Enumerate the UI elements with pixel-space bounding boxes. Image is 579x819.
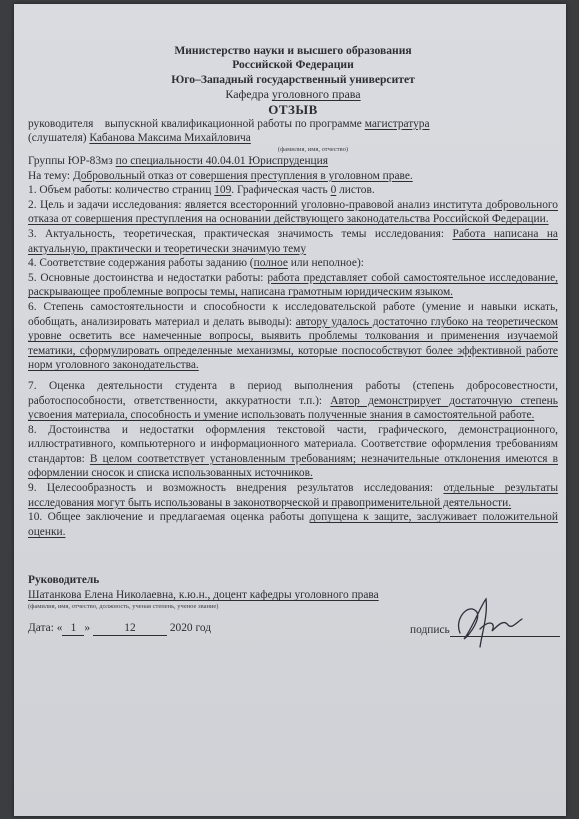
group-line	[28, 154, 558, 169]
item-2	[28, 198, 558, 227]
student-line	[28, 131, 558, 146]
item-6	[28, 300, 558, 373]
date-block	[28, 621, 211, 637]
item-9-label: 9. Целесообразность и возможность внедрения результатов исследования:	[28, 482, 434, 495]
item-3	[28, 227, 558, 256]
review-page	[14, 4, 566, 816]
supervisor-line	[28, 117, 558, 132]
item-10-label: 10. Общее заключение и предлагаемая оценка работы	[28, 511, 305, 524]
student-name-note: (фамилия, имя, отчество)	[277, 146, 349, 153]
item-3-label: 3. Актуальность, теоретическая, практическая значимость темы исследования:	[28, 227, 445, 240]
item-8	[28, 423, 558, 481]
department-name: уголовного права	[271, 87, 361, 102]
item-5-answer: работа представляет собой самостоятельное исследование, раскрывающее проблемные вопросы темы, написана грамотным юридическим языком.	[28, 271, 558, 299]
topic-line	[28, 169, 558, 184]
item-2-answer: является всесторонний уголовно-правовой анализ института добровольного отказа от совершения преступления на основании действующего законодательства Российской Федерации.	[28, 198, 558, 226]
date-year: 2020	[169, 621, 193, 634]
supervisor-name-note: (фамилия, имя, отчество, должность, ученая степень, ученое звание)	[28, 602, 219, 610]
item-7	[28, 379, 558, 423]
item-1	[28, 183, 558, 198]
item-5-label: 5. Основные достоинства и недостатки работы:	[28, 271, 264, 284]
item-7-answer: Автор демонстрирует достаточную степень усвоения материала, способность и умение использовать полученные знания в самостоятельной работе.	[28, 394, 558, 422]
item-1-graphic-label: . Графическая часть	[231, 184, 328, 197]
program-name: магистратура	[364, 117, 430, 130]
handwritten-signature	[446, 589, 526, 651]
document-title: ОТЗЫВ	[268, 101, 318, 117]
item-5	[28, 271, 558, 300]
topic-text: Добровольный отказ от совершения преступления в уголовном праве.	[72, 169, 413, 182]
date-close-quote: »	[84, 621, 91, 634]
item-9	[28, 481, 558, 510]
group-code: Группы ЮР-83мз	[28, 155, 113, 167]
ministry-line: Министерство науки и высшего образования	[174, 44, 412, 57]
item-4	[28, 256, 558, 271]
date-signature-row	[28, 611, 558, 645]
item-4-answer: полное	[253, 257, 288, 270]
item-2-label: 2. Цель и задачи исследования:	[28, 198, 182, 211]
item-8-answer: В целом соответствует установленным требованиям; незначительные отклонения имеются в оформлении сносок и списка использованных источников.	[28, 452, 558, 480]
item-1-sheets-word: листов.	[339, 184, 375, 197]
item-4-label: 4. Соответствие содержания работы заданию (	[28, 257, 254, 270]
supervisor-name: Шатанкова Елена Николаевна, к.ю.н., доцент кафедры уголовного права	[28, 589, 379, 602]
university-name: Юго–Западный государственный университет	[171, 72, 415, 86]
item-6-label: 6. Степень самостоятельности и способности к исследовательской работе (умение и навыки искать, обобщать, анализировать материал и делать выводы):	[28, 300, 558, 328]
signature-label: подпись	[410, 623, 450, 636]
page-count: 109	[214, 184, 232, 197]
specialty: по специальности 40.04.01 Юриспруденция	[115, 155, 328, 167]
item-6-answer: автору удалось достаточно глубоко на теоретическом уровне осветить все намеченные вопросы, выявить проблемы толкования и применения изучаемой тематики, сформулировать определенные механизмы, которые поспособствуют более эффективной работе норм уголовного законодательства.	[28, 315, 558, 372]
item-1-label: 1. Объем работы: количество страниц	[28, 184, 212, 197]
listener-word: (слушателя)	[28, 132, 87, 145]
supervisor-label: Руководитель	[28, 574, 100, 587]
supervisor-word: руководителя	[28, 117, 94, 130]
spacer-signature	[28, 539, 558, 573]
item-10-answer: допущена к защите, заслуживает положительной оценки.	[28, 511, 558, 538]
department-prefix: Кафедра	[225, 87, 269, 102]
item-4-tail: или неполное):	[290, 257, 364, 270]
document-body	[28, 44, 558, 645]
item-10	[28, 510, 558, 539]
department-line	[28, 87, 558, 102]
date-year-suffix: год	[195, 621, 212, 634]
federation-line: Российской Федерации	[232, 58, 354, 72]
program-text: выпускной квалификационной работы по программе	[104, 117, 362, 130]
item-9-answer: отдельные результаты исследования могут быть использованы в законотворческой и правоприменительной деятельности.	[28, 482, 558, 509]
sheet-count: 0	[330, 184, 337, 197]
student-name: Кабанова Максима Михайловича	[89, 132, 251, 145]
date-label: Дата: «	[28, 621, 63, 634]
item-7-label: 7. Оценка деятельности студента в период выполнения работы (степень добросовестности, работоспособности, ответственности, аккуратности т.п.):	[28, 379, 558, 407]
date-month: 12	[93, 621, 167, 637]
topic-label: На тему:	[28, 169, 71, 182]
item-8-label: 8. Достоинства и недостатки оформления текстовой части, графического, демонстрационного, иллюстративного, компьютерного и информационного материала. Соответствие оформления требованиям стандартов:	[28, 423, 558, 465]
item-3-answer: Работа написана на актуальную, практически и теоретически значимую тему	[28, 227, 558, 255]
date-day: 1	[62, 621, 84, 637]
